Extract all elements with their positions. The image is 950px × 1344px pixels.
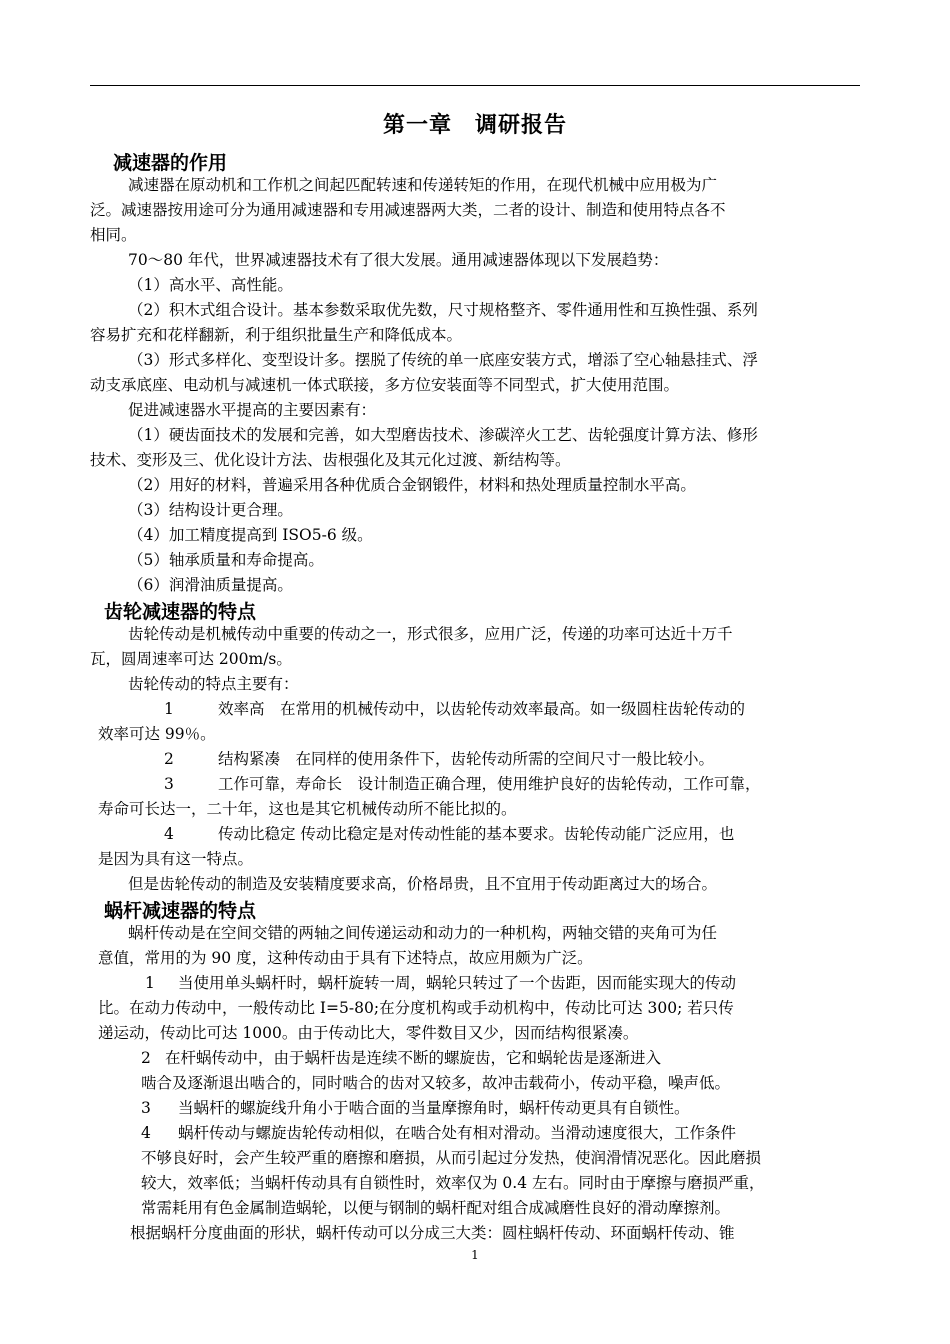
worm-feature-num: 4 xyxy=(141,1124,151,1142)
factor-item: （5）轴承质量和寿命提高。 xyxy=(128,551,324,569)
gear-feature-cont: 效率可达 99％。 xyxy=(98,725,216,743)
gear-feature-text: 结构紧凑 在同样的使用条件下，齿轮传动所需的空间尺寸一般比较小。 xyxy=(218,750,715,768)
trend-item: （1）高水平、高性能。 xyxy=(128,276,293,294)
worm-feature-text: 在杆蜗传动中，由于蜗杆齿是连续不断的螺旋齿，它和蜗轮齿是逐渐进入 xyxy=(165,1049,662,1067)
worm-feature-cont: 啮合及逐渐退出啮合的，同时啮合的齿对又较多，故冲击载荷小，传动平稳，噪声低。 xyxy=(141,1074,731,1092)
gear-feature-cont: 寿命可长达一，二十年，这也是其它机械传动所不能比拟的。 xyxy=(98,800,517,818)
gear-feature-num: 3 xyxy=(164,775,174,793)
section-heading-gear-reducer: 齿轮减速器的特点 xyxy=(104,601,257,623)
paragraph-line: 齿轮传动是机械传动中重要的传动之一，形式很多，应用广泛，传递的功率可达近十万千 xyxy=(128,625,733,643)
worm-feature-num: 1 xyxy=(145,974,155,992)
paragraph-line: 相同。 xyxy=(90,226,137,244)
paragraph-line: 但是齿轮传动的制造及安装精度要求高，价格昂贵，且不宜用于传动距离过大的场合。 xyxy=(128,875,718,893)
paragraph-line: 促进减速器水平提高的主要因素有： xyxy=(128,401,377,419)
paragraph-line: 泛。减速器按用途可分为通用减速器和专用减速器两大类，二者的设计、制造和使用特点各不 xyxy=(90,201,726,219)
gear-feature-cont: 是因为具有这一特点。 xyxy=(98,850,254,868)
worm-feature-cont: 较大，效率低；当蜗杆传动具有自锁性时，效率仅为 0.4 左右。同时由于摩擦与磨损严重， xyxy=(141,1174,765,1192)
worm-feature-num: 3 xyxy=(141,1099,151,1117)
gear-feature-text: 工作可靠，寿命长 设计制造正确合理，使用维护良好的齿轮传动，工作可靠， xyxy=(218,775,761,793)
worm-feature-num: 2 xyxy=(141,1049,151,1067)
worm-feature-text: 当蜗杆的螺旋线升角小于啮合面的当量摩擦角时，蜗杆传动更具有自锁性。 xyxy=(178,1099,690,1117)
factor-item: （4）加工精度提高到 ISO5-6 级。 xyxy=(128,526,373,544)
gear-feature-text: 传动比稳定 传动比稳定是对传动性能的基本要求。齿轮传动能广泛应用，也 xyxy=(218,825,735,843)
factor-item: （3）结构设计更合理。 xyxy=(128,501,293,519)
worm-feature-text: 当使用单头蜗杆时，蜗杆旋转一周，蜗轮只转过了一个齿距，因而能实现大的传动 xyxy=(178,974,737,992)
paragraph-line: 齿轮传动的特点主要有： xyxy=(128,675,299,693)
gear-feature-num: 2 xyxy=(164,750,174,768)
section-heading-worm-reducer: 蜗杆减速器的特点 xyxy=(104,900,257,922)
paragraph-line: 根据蜗杆分度曲面的形状，蜗杆传动可以分成三大类：圆柱蜗杆传动、环面蜗杆传动、锥 xyxy=(130,1224,735,1242)
factor-item: （6）润滑油质量提高。 xyxy=(128,576,293,594)
worm-feature-cont: 递运动，传动比可达 1000。由于传动比大，零件数目又少，因而结构很紧凑。 xyxy=(98,1024,639,1042)
worm-feature-cont: 常需耗用有色金属制造蜗轮，以便与钢制的蜗杆配对组合成减磨性良好的滑动摩擦剂。 xyxy=(141,1199,731,1217)
header-rule xyxy=(90,85,860,86)
paragraph-line: 减速器在原动机和工作机之间起匹配转速和传递转矩的作用，在现代机械中应用极为广 xyxy=(128,176,718,194)
paragraph-line: 瓦，圆周速率可达 200m/s。 xyxy=(90,650,292,668)
factor-item: （2）用好的材料，普遍采用各种优质合金钢锻件，材料和热处理质量控制水平高。 xyxy=(128,476,696,494)
trend-item: （3）形式多样化、变型设计多。摆脱了传统的单一底座安装方式，增添了空心轴悬挂式、浮 xyxy=(128,351,758,369)
gear-feature-num: 4 xyxy=(164,825,174,843)
worm-feature-cont: 比。在动力传动中，一般传动比 I=5-80;在分度机构或手动机构中，传动比可达 300; 若只传 xyxy=(98,999,734,1017)
paragraph-line: 蜗杆传动是在空间交错的两轴之间传递运动和动力的一种机构，两轴交错的夹角可为任 xyxy=(128,924,718,942)
factor-item: （1）硬齿面技术的发展和完善，如大型磨齿技术、渗碳淬火工艺、齿轮强度计算方法、修形 xyxy=(128,426,758,444)
section-heading-reducer-role: 减速器的作用 xyxy=(113,152,228,174)
page-number: 1 xyxy=(471,1248,479,1262)
gear-feature-text: 效率高 在常用的机械传动中，以齿轮传动效率最高。如一级圆柱齿轮传动的 xyxy=(218,700,746,718)
chapter-title: 第一章 调研报告 xyxy=(382,113,567,138)
trend-item-cont: 容易扩充和花样翻新，利于组织批量生产和降低成本。 xyxy=(90,326,463,344)
worm-feature-cont: 不够良好时，会产生较严重的磨擦和磨损，从而引起过分发热，使润滑情况恶化。因此磨损 xyxy=(141,1149,762,1167)
worm-feature-text: 蜗杆传动与螺旋齿轮传动相似，在啮合处有相对滑动。当滑动速度很大，工作条件 xyxy=(178,1124,737,1142)
gear-feature-num: 1 xyxy=(164,700,174,718)
paragraph-line: 70～80 年代，世界减速器技术有了很大发展。通用减速器体现以下发展趋势： xyxy=(128,251,669,269)
factor-item-cont: 技术、变形及三、优化设计方法、齿根强化及其元化过渡、新结构等。 xyxy=(90,451,571,469)
trend-item: （2）积木式组合设计。基本参数采取优先数，尺寸规格整齐、零件通用性和互换性强、系列 xyxy=(128,301,758,319)
paragraph-line: 意值，常用的为 90 度，这种传动由于具有下述特点，故应用颇为广泛。 xyxy=(98,949,593,967)
trend-item-cont: 动支承底座、电动机与减速机一体式联接，多方位安装面等不同型式，扩大使用范围。 xyxy=(90,376,680,394)
